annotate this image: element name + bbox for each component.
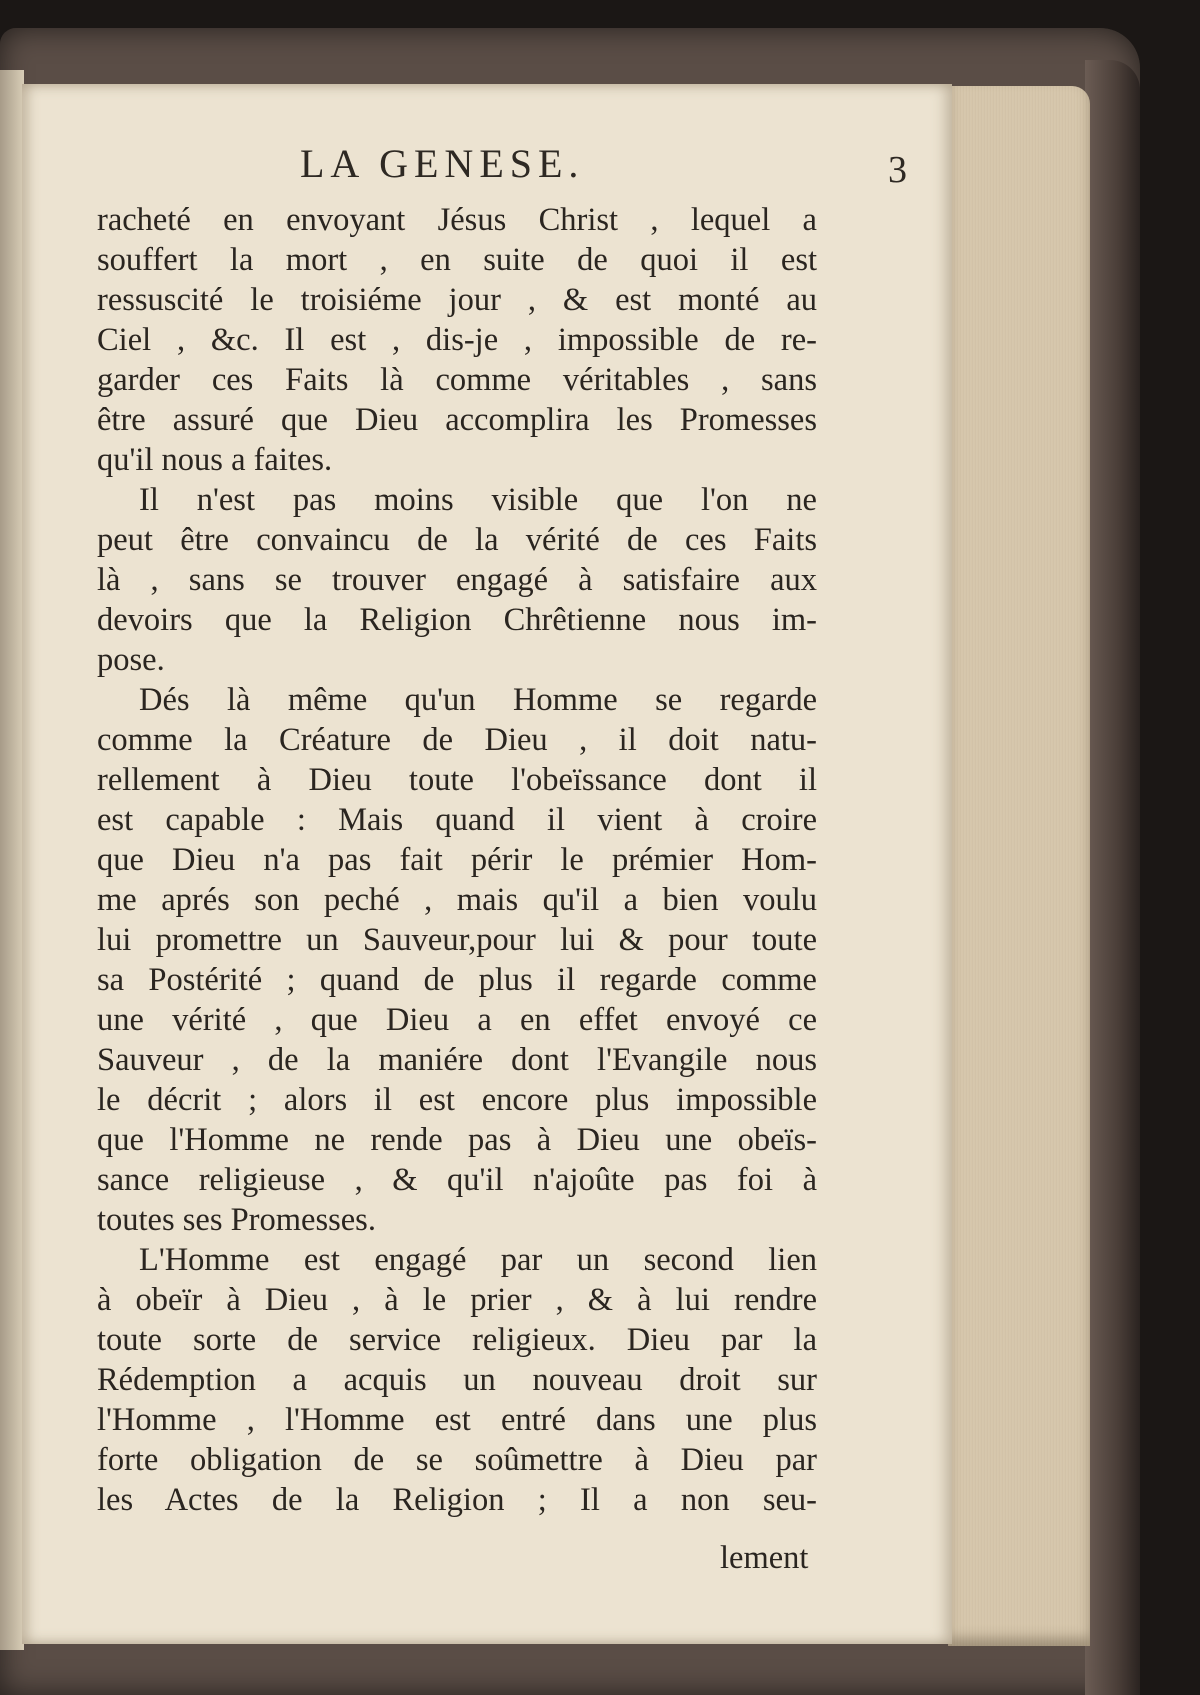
text-line: à obeïr à Dieu , à le prier , & à lui rendre: [97, 1282, 817, 1318]
text-line: pose.: [97, 642, 165, 678]
text-line: Ciel , &c. Il est , dis-je , impossible de re-: [97, 322, 817, 358]
text-line: peut être convaincu de la vérité de ces Faits: [97, 522, 817, 558]
text-line: garder ces Faits là comme véritables , sans: [97, 362, 817, 398]
paragraph: [97, 200, 817, 480]
text-line: sance religieuse , & qu'il n'ajoûte pas foi à: [97, 1162, 817, 1198]
page-number: 3: [888, 149, 907, 191]
text-line: Sauveur , de la maniére dont l'Evangile nous: [97, 1042, 817, 1078]
text-line: lui promettre un Sauveur,pour lui & pour toute: [97, 922, 817, 958]
text-line: Rédemption a acquis un nouveau droit sur: [97, 1362, 817, 1398]
book-spine: [1085, 60, 1140, 1695]
text-line: toute sorte de service religieux. Dieu par la: [97, 1322, 817, 1358]
facing-page-edge: [0, 70, 24, 1650]
text-line: devoirs que la Religion Chrêtienne nous im-: [97, 602, 817, 638]
text-line: Il n'est pas moins visible que l'on ne: [139, 482, 817, 518]
text-line: souffert la mort , en suite de quoi il est: [97, 242, 817, 278]
text-line: forte obligation de se soûmettre à Dieu par: [97, 1442, 817, 1478]
text-line: Dés là même qu'un Homme se regarde: [139, 682, 817, 718]
text-line: racheté en envoyant Jésus Christ , lequel a: [97, 202, 817, 238]
text-line: les Actes de la Religion ; Il a non seu-: [97, 1482, 817, 1518]
paragraph: [97, 680, 817, 1240]
text-line: qu'il nous a faites.: [97, 442, 333, 478]
text-line: que l'Homme ne rende pas à Dieu une obeïs-: [97, 1122, 817, 1158]
page-edges: [948, 86, 1090, 1646]
text-line: toutes ses Promesses.: [97, 1202, 376, 1238]
text-line: me aprés son peché , mais qu'il a bien voulu: [97, 882, 817, 918]
text-line: là , sans se trouver engagé à satisfaire aux: [97, 562, 817, 598]
text-line: une vérité , que Dieu a en effet envoyé ce: [97, 1002, 817, 1038]
running-head: LA GENESE.: [300, 141, 585, 186]
text-line: l'Homme , l'Homme est entré dans une plus: [97, 1402, 817, 1438]
paragraph: [97, 480, 817, 680]
text-line: est capable : Mais quand il vient à croire: [97, 802, 817, 838]
body-text: [97, 200, 817, 1520]
text-line: que Dieu n'a pas fait périr le prémier Hom-: [97, 842, 817, 878]
text-line: être assuré que Dieu accomplira les Promesses: [97, 402, 817, 438]
text-line: rellement à Dieu toute l'obeïssance dont il: [97, 762, 817, 798]
paragraph: [97, 1240, 817, 1520]
catchword: lement: [720, 1540, 809, 1576]
text-line: ressuscité le troisiéme jour , & est monté au: [97, 282, 817, 318]
text-line: le décrit ; alors il est encore plus impossible: [97, 1082, 817, 1118]
text-line: comme la Créature de Dieu , il doit natu-: [97, 722, 817, 758]
text-line: sa Postérité ; quand de plus il regarde comme: [97, 962, 817, 998]
text-line: L'Homme est engagé par un second lien: [139, 1242, 817, 1278]
